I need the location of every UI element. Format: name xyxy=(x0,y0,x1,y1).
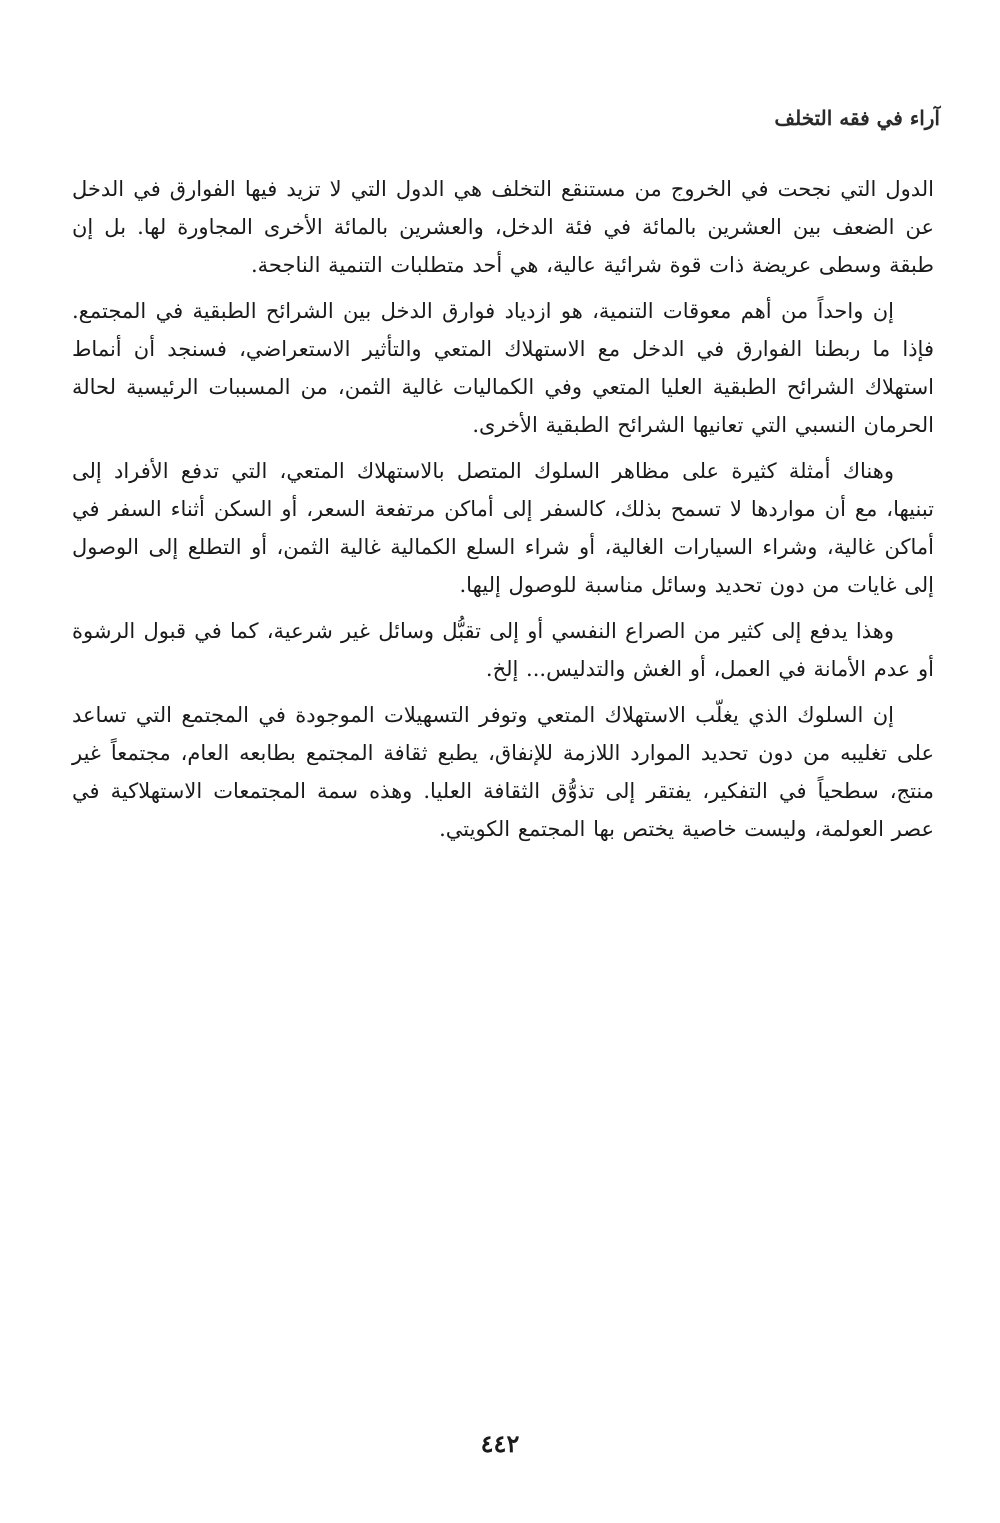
paragraph-1: الدول التي نجحت في الخروج من مستنقع التخلف هي الدول التي لا تزيد فيها الفوارق في الدخل عن الضعف بين العشرين بالمائة في فئة الدخل، والعشرين بالمائة الأخرى المجاورة لها. بل إن طبقة وسطى عريضة ذات قوة شرائية عالية، هي أحد متطلبات التنمية الناجحة. xyxy=(72,177,934,277)
running-header-title: آراء في فقه التخلف xyxy=(774,106,940,130)
paragraph-2: إن واحداً من أهم معوقات التنمية، هو ازدياد فوارق الدخل بين الشرائح الطبقية في المجتمع. فإذا ما ربطنا الفوارق في الدخل مع الاستهلاك المتعي والتأثير الاستعراضي، فسنجد أن أنماط استهلاك الشرائح الطبقية العليا المتعي وفي الكماليات غالية الثمن، من المسببات الرئيسية لحالة الحرمان النسبي التي تعانيها الشرائح الطبقية الأخرى. xyxy=(72,299,934,437)
paragraph-3: وهناك أمثلة كثيرة على مظاهر السلوك المتصل بالاستهلاك المتعي، التي تدفع الأفراد إلى تبنيها، مع أن مواردها لا تسمح بذلك، كالسفر إلى أماكن مرتفعة السعر، أو السكن أثناء السفر في أماكن غالية، وشراء السيارات الغالية، أو شراء السلع الكمالية غالية الثمن، أو التطلع إلى الوصول إلى غايات من دون تحديد وسائل مناسبة للوصول إليها. xyxy=(72,459,934,597)
paragraph-4: وهذا يدفع إلى كثير من الصراع النفسي أو إلى تقبُّل وسائل غير شرعية، كما في قبول الرشوة أو عدم الأمانة في العمل، أو الغش والتدليس... إلخ. xyxy=(72,619,934,681)
body-text xyxy=(72,170,934,856)
paragraph-5: إن السلوك الذي يغلّب الاستهلاك المتعي وتوفر التسهيلات الموجودة في المجتمع التي تساعد على تغليبه من دون تحديد الموارد اللازمة للإنفاق، يطبع ثقافة المجتمع بطابعه العام، مجتمعاً غير منتج، سطحياً في التفكير، يفتقر إلى تذوُّق الثقافة العليا. وهذه سمة المجتمعات الاستهلاكية في عصر العولمة، وليست خاصية يختص بها المجتمع الكويتي. xyxy=(72,703,934,841)
page-number: ٤٤٢ xyxy=(480,1429,520,1458)
